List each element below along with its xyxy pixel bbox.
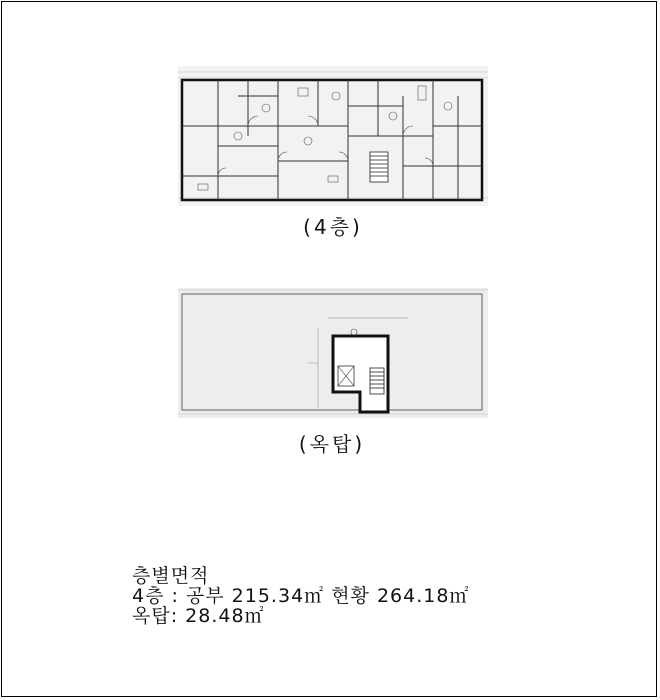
rooftop-plan-drawing [178,288,488,418]
area-line-rooftop: 옥탑: 28.48㎡ [132,605,265,627]
area-summary [132,566,469,626]
area-line-floor4: 4층 : 공부 215.34㎡ 현황 264.18㎡ [132,585,470,607]
floor4-plan-drawing [178,66,488,206]
rooftop-caption: (옥탑) [298,432,366,456]
floor4-caption: (4층) [303,215,363,239]
area-heading: 층별면적 [132,565,210,587]
